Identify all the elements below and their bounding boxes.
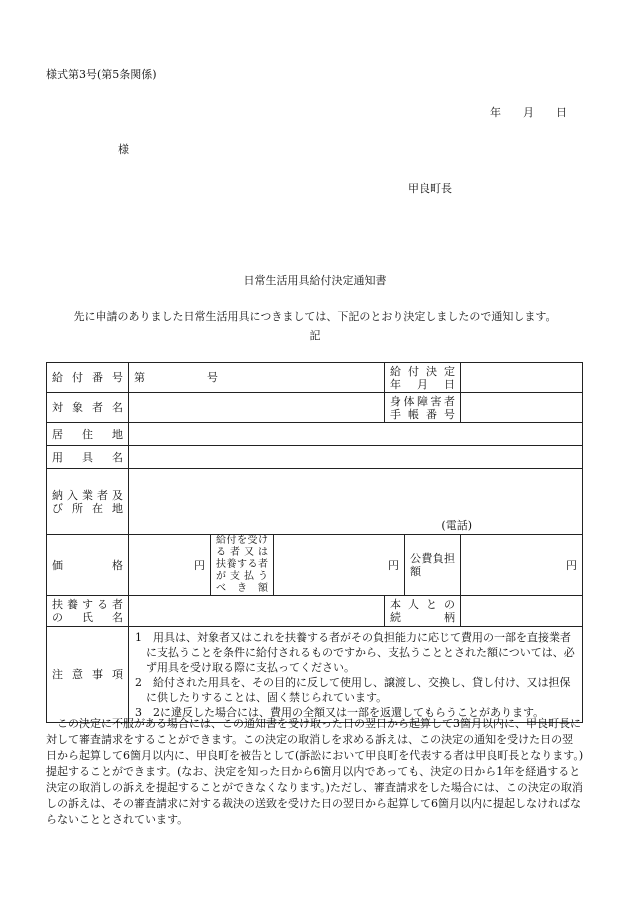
decision-date-label-1: 給 付 決 定 xyxy=(390,364,455,378)
ki-mark: 記 xyxy=(309,329,321,342)
benefit-number-label: 給 付 番 号 xyxy=(47,363,129,393)
row-guardian xyxy=(47,596,583,627)
vendor-label-1: 納入業者及 xyxy=(52,488,123,502)
footer-notice: この決定に不服がある場合には、この通知書を受け取った日の翌日から起算して3箇月以内に、甲良町長に対して審査請求をすることができます。この決定の取消しを求める訴えは、この決定の通知を受けた日の翌日から起算して6箇月以内に、甲良町を被告として(訴訟において甲良町を代表する者は甲良町長となります。)提起することができます。(なお、決定を知った日から6箇月以内であっても、決定の日から1年を経過すると決定の取消しの訴えを提起することができなくなります。)ただし、審査請求をした場合には、この決定の取消しの訴えは、その審査請求に対する裁決の送致を受けた日の翌日から起算して6箇月以内に提起しなければならないこととされています。 xyxy=(46,717,584,826)
disability-label xyxy=(385,393,461,423)
vendor-value xyxy=(129,469,583,535)
note-item: 1 用具は、対象者又はこれを扶養する者がその負担能力に応じて費用の一部を直接業者に支払うことを条件に給付されるものですから、支払うこととされた額については、必ず用具を受け取る際に支払ってください。 xyxy=(135,630,575,674)
issuer: 甲良町長 xyxy=(408,182,452,195)
benefit-number-value xyxy=(129,363,385,393)
public-burden-label: 公費負担額 xyxy=(405,535,461,596)
guardian-label xyxy=(47,596,129,627)
price-label: 価 格 xyxy=(47,535,129,596)
price-value: 円 xyxy=(129,535,211,596)
subject-label: 対 象 者 名 xyxy=(47,393,129,423)
payer-label xyxy=(211,535,274,596)
benefit-table xyxy=(46,362,583,723)
disability-value xyxy=(461,393,583,423)
row-price xyxy=(47,535,583,596)
page-title: 日常生活用具給付決定通知書 xyxy=(243,274,387,287)
row-item xyxy=(47,446,583,469)
disability-label-1: 身体障害者 xyxy=(390,394,455,408)
row-benefit-number xyxy=(47,363,583,393)
relation-label-2: 続 柄 xyxy=(390,611,455,624)
notes-label: 注 意 事 項 xyxy=(47,627,129,723)
notes-content xyxy=(129,627,583,723)
address-value xyxy=(129,423,583,446)
intro-text: 先に申請のありました日常生活用具につきましては、下記のとおり決定しましたので通知します。 xyxy=(73,310,557,323)
decision-date-value xyxy=(461,363,583,393)
guardian-label-1: 扶養する者 xyxy=(52,598,123,611)
relation-label-1: 本 人 と の xyxy=(390,598,455,611)
row-address xyxy=(47,423,583,446)
row-subject xyxy=(47,393,583,423)
form-number: 様式第3号(第5条関係) xyxy=(46,68,157,81)
relation-label xyxy=(385,596,461,627)
benefit-number-prefix: 第 xyxy=(134,371,145,384)
public-burden-value: 円 xyxy=(461,535,583,596)
disability-label-2: 手 帳 番 号 xyxy=(390,407,455,421)
note-item: 3 2に違反した場合には、費用の全額又は一部を返還してもらうことがあります。 xyxy=(135,705,545,719)
relation-value xyxy=(461,596,583,627)
payer-label-1: 給付を受ける者又は xyxy=(216,535,268,558)
recipient-suffix: 様 xyxy=(118,143,129,156)
item-label: 用 具 名 xyxy=(47,446,129,469)
vendor-label xyxy=(47,469,129,535)
payer-label-3: べ き 額 xyxy=(216,583,268,594)
address-label: 居 住 地 xyxy=(47,423,129,446)
vendor-label-2: び 所 在 地 xyxy=(52,501,123,515)
tel-label: (電話) xyxy=(441,519,472,532)
payer-label-2: 扶養する者が支払う xyxy=(216,559,268,582)
guardian-value xyxy=(129,596,385,627)
guardian-label-2: の 氏 名 xyxy=(52,611,123,624)
benefit-number-suffix: 号 xyxy=(207,371,218,384)
payer-value: 円 xyxy=(274,535,405,596)
row-vendor xyxy=(47,469,583,535)
row-notes xyxy=(47,627,583,723)
decision-date-label-2: 年 月 日 xyxy=(390,377,455,391)
subject-value xyxy=(129,393,385,423)
item-value xyxy=(129,446,583,469)
note-item: 2 給付された用具を、その目的に反して使用し、譲渡し、交換し、貸し付け、又は担保に供したりすることは、固く禁じられています。 xyxy=(135,675,571,704)
date-line: 年 月 日 xyxy=(490,106,567,119)
decision-date-label xyxy=(385,363,461,393)
